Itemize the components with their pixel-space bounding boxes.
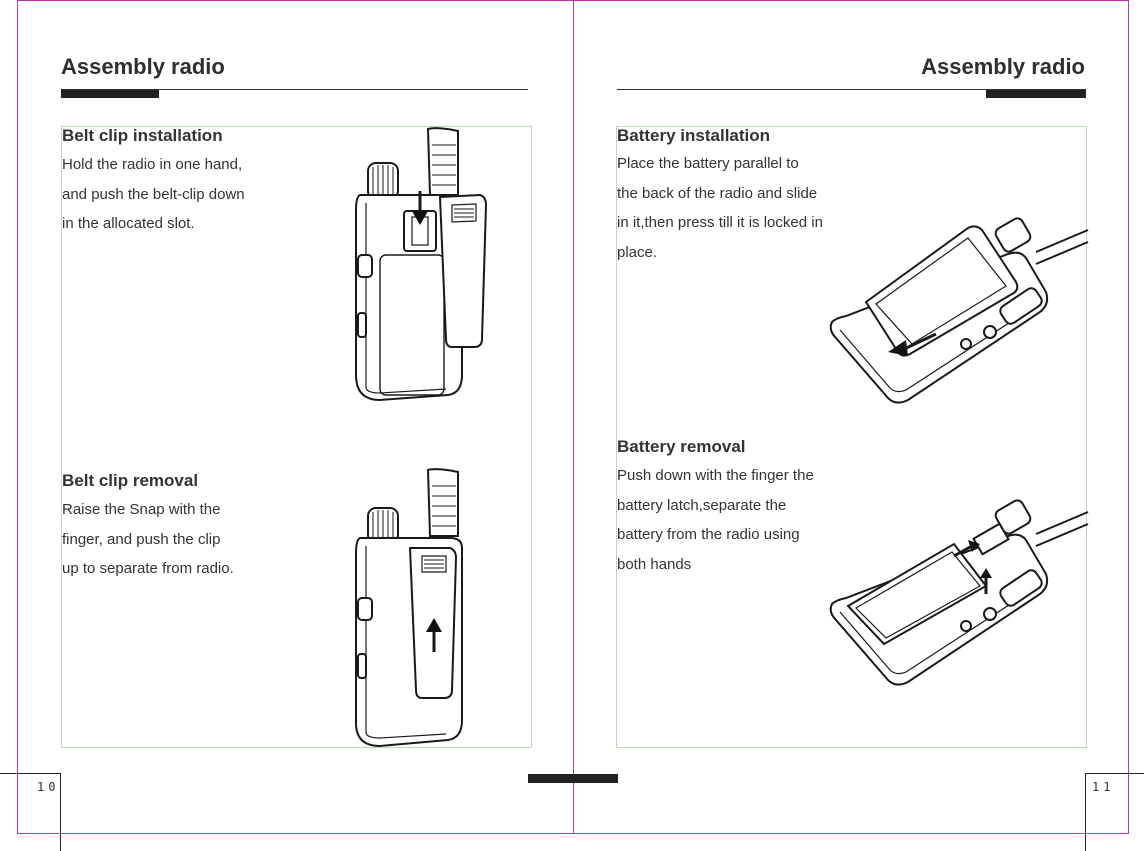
left-page-number-stem <box>60 773 61 851</box>
belt-clip-installation-text <box>62 150 245 239</box>
bottom-crop-line <box>17 833 1129 834</box>
left-header-bar <box>61 90 159 98</box>
radio-back-clip-removal-illustration <box>340 468 500 748</box>
radio-back-clip-install-illustration <box>340 125 500 405</box>
text-line: Raise the Snap with the <box>62 501 221 518</box>
battery-removal-illustration <box>826 494 1096 689</box>
left-page-title: Assembly radio <box>61 54 225 79</box>
text-line: battery from the radio using <box>617 526 800 543</box>
belt-clip-removal-heading: Belt clip removal <box>62 471 199 490</box>
right-page-number-stem <box>1085 773 1086 851</box>
battery-removal-heading: Battery removal <box>617 437 746 456</box>
top-crop-line <box>17 0 1129 1</box>
battery-installation-illustration <box>826 212 1096 407</box>
battery-removal-text <box>617 461 814 579</box>
text-line: place. <box>617 243 658 261</box>
text-line: the back of the radio and slide <box>617 184 818 202</box>
battery-installation-heading: Battery installation <box>617 126 771 145</box>
left-page-number: 10 <box>37 780 60 794</box>
text-line: in the allocated slot. <box>62 215 195 232</box>
center-crop-line <box>573 0 574 834</box>
text-line: Hold the radio in one hand, <box>62 156 243 173</box>
text-line: Push down with the finger the <box>617 467 814 484</box>
belt-clip-installation-heading: Belt clip installation <box>62 126 223 145</box>
battery-installation-text <box>617 149 823 267</box>
right-crop-line <box>1128 0 1129 834</box>
right-page-number: 11 <box>1092 780 1115 794</box>
text-line: in it,then press till it is locked in <box>617 214 823 231</box>
text-line: both hands <box>617 555 692 573</box>
text-line: and push the belt-clip down <box>62 185 245 203</box>
text-line: Place the battery parallel to <box>617 155 799 172</box>
left-page-number-rule <box>0 773 61 774</box>
text-line: finger, and push the clip <box>62 530 221 548</box>
right-page-number-rule <box>1085 773 1144 774</box>
text-line: battery latch,separate the <box>617 496 787 514</box>
center-spine-bar <box>528 774 618 783</box>
text-line: up to separate from radio. <box>62 560 234 577</box>
belt-clip-removal-text <box>62 495 234 584</box>
right-header-bar <box>986 90 1086 98</box>
right-page-title: Assembly radio <box>921 54 1085 79</box>
left-crop-line <box>17 0 18 834</box>
